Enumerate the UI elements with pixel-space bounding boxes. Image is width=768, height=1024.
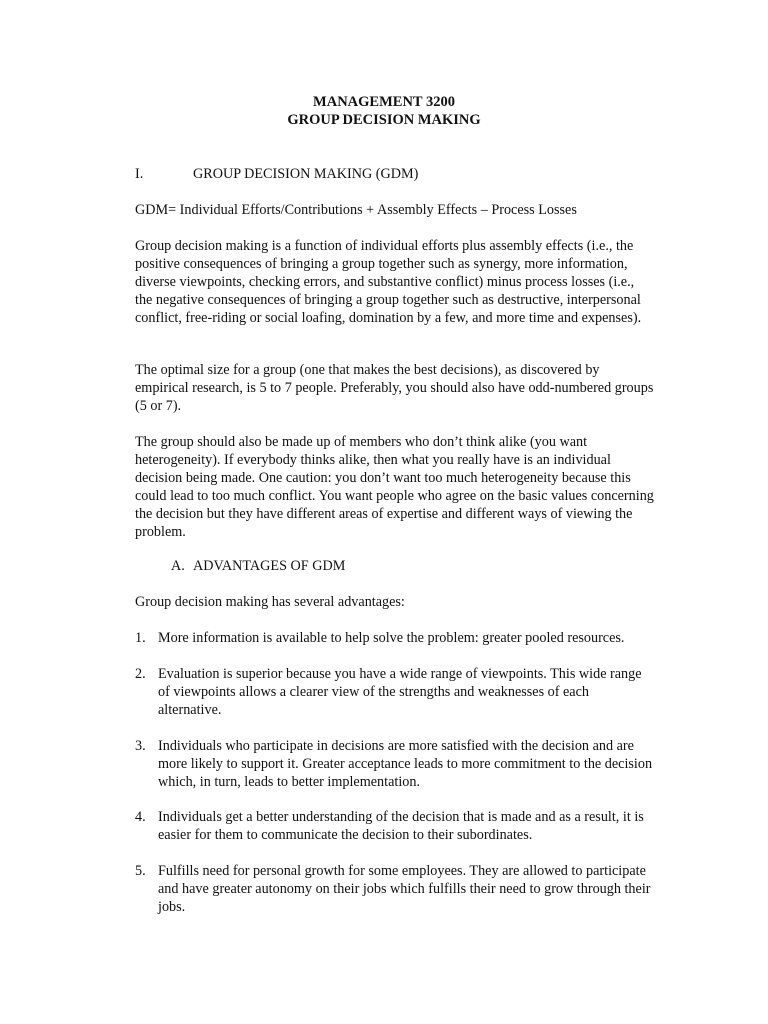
list-text: Individuals who participate in decisions are more satisfied with the decision and are more likely to support it. Greater acceptance leads to more commitment to the decision which, in turn, leads to better implementation. [158,738,653,790]
paragraph-heterogeneity: The group should also be made up of members who don’t think alike (you want heterogeneity). If everybody thinks alike, then what you really have is an individual decision being made. One caution: you don’t want too much heterogeneity because this could lead to too much conflict. You want people who agree on the basic values concerning the decision but they have different areas of expertise and different ways of viewing the problem. [135,434,654,540]
document-title: GROUP DECISION MAKING [287,112,481,128]
list-number: 1. [135,630,146,646]
list-text: Evaluation is superior because you have a wide range of viewpoints. This wide range of viewpoints allows a clearer view of the strengths and weaknesses of each alternative. [158,666,642,718]
list-number: 4. [135,809,146,825]
subsection-letter: A. [171,558,185,574]
section-number: I. [135,166,144,182]
list-number: 5. [135,863,146,879]
section-title: GROUP DECISION MAKING (GDM) [193,166,419,182]
paragraph-group-size: The optimal size for a group (one that makes the best decisions), as discovered by empirical research, is 5 to 7 people. Preferably, you should also have odd-numbered groups (5 or 7). [135,362,654,414]
list-number: 2. [135,666,146,682]
list-text: Individuals get a better understanding of the decision that is made and as a result, it is easier for them to communicate the decision to their subordinates. [158,809,644,843]
list-number: 3. [135,738,146,754]
advantages-intro: Group decision making has several advantages: [135,594,405,610]
subsection-heading [171,557,345,575]
paragraph-gdm-definition: Group decision making is a function of individual efforts plus assembly effects (i.e., the positive consequences of bringing a group together such as synergy, more information, diverse viewpoints, checking errors, and substantive conflict) minus process losses (i.e., the negative consequences of bringing a group together such as destructive, interpersonal conflict, free-riding or social loafing, domination by a few, and more time and expenses). [135,238,642,326]
course-title: MANAGEMENT 3200 [313,94,455,110]
gdm-formula: GDM= Individual Efforts/Contributions + Assembly Effects – Process Losses [135,202,577,218]
subsection-title: ADVANTAGES OF GDM [193,558,346,574]
list-text: Fulfills need for personal growth for some employees. They are allowed to participate and have greater autonomy on their jobs which fulfills their need to grow through their jobs. [158,863,651,915]
section-heading [135,165,635,183]
list-text: More information is available to help solve the problem: greater pooled resources. [158,630,625,646]
